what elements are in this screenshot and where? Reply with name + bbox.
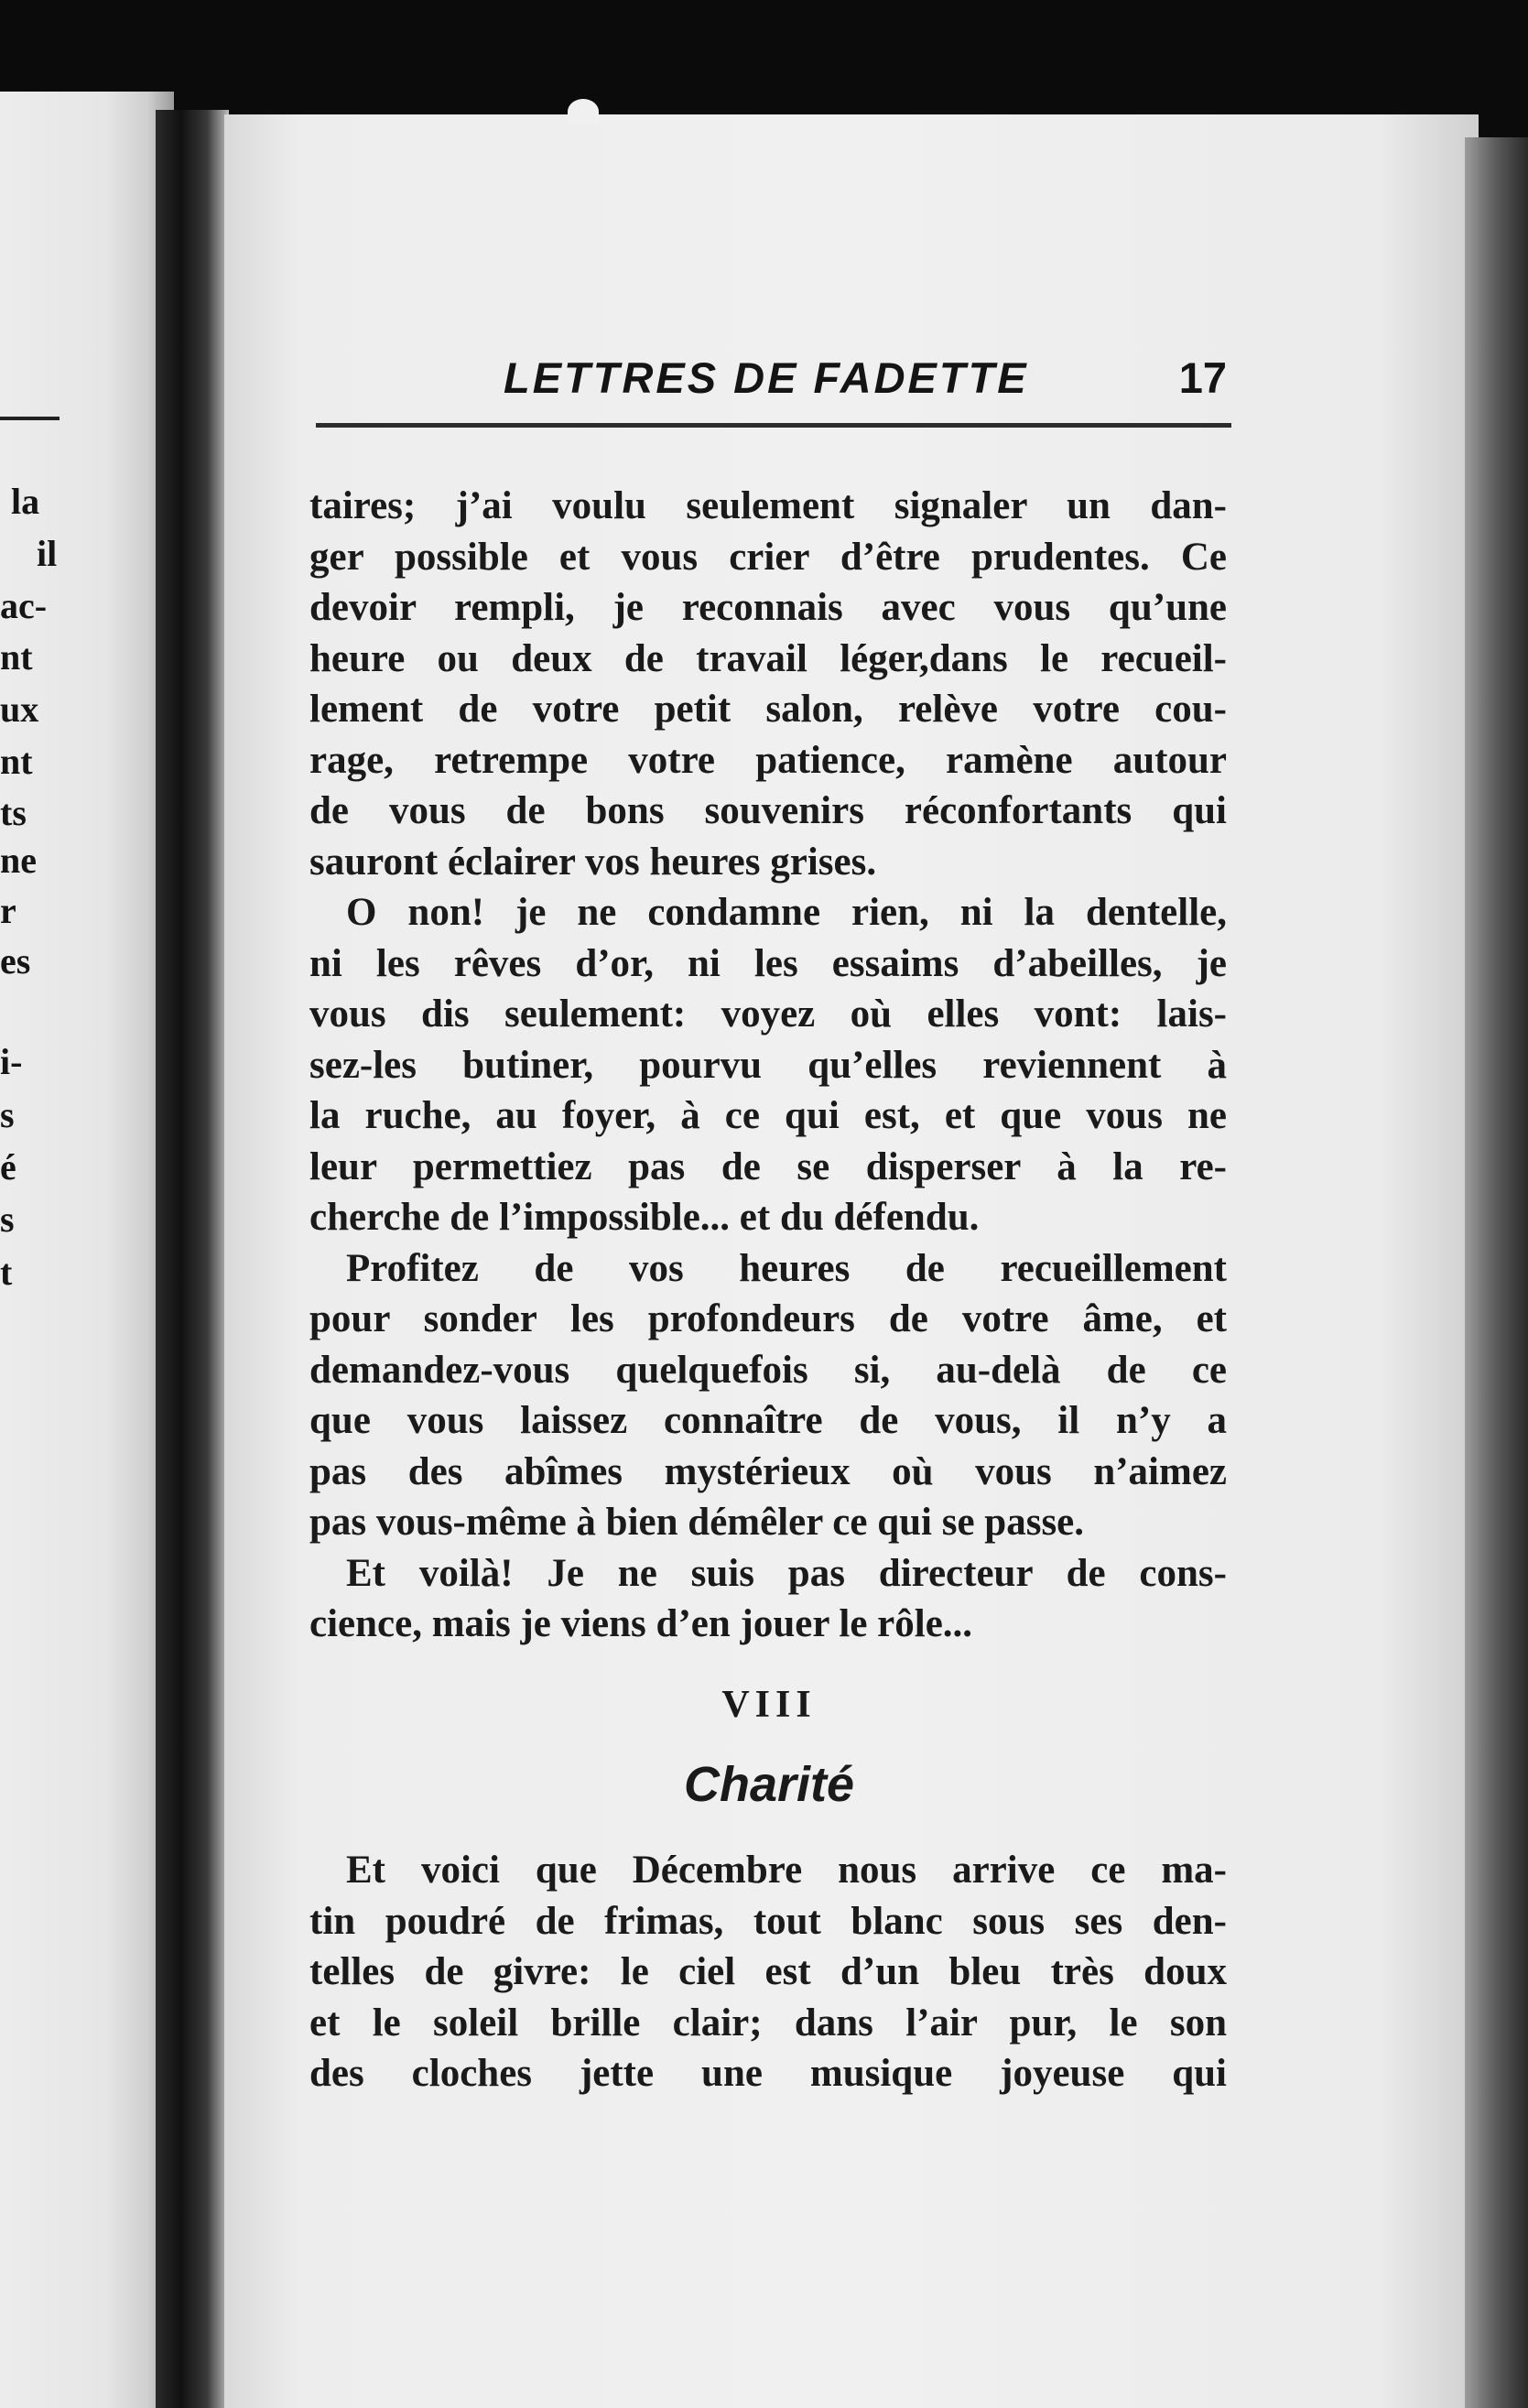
section-title: Charité bbox=[683, 1757, 855, 1812]
text-line: Et voici que Décembre nous arrive ce ma- bbox=[346, 1849, 1227, 1892]
left-facing-page bbox=[0, 92, 174, 2408]
text-line: vous dis seulement: voyez où elles vont: lais- bbox=[309, 992, 1227, 1036]
text-line: ger possible et vous crier d’être prudentes. Ce bbox=[309, 535, 1227, 579]
text-line: pour sonder les profondeurs de votre âme, et bbox=[309, 1297, 1227, 1340]
text-line: rage, retrempe votre patience, ramène autour bbox=[309, 738, 1227, 782]
left-fragment: ne bbox=[0, 840, 37, 881]
text-line: telles de givre: le ciel est d’un bleu très doux bbox=[309, 1950, 1227, 1993]
text-line: sez-les butiner, pourvu qu’elles reviennent à bbox=[309, 1043, 1227, 1087]
text-line: que vous laissez connaître de vous, il n’y a bbox=[309, 1399, 1227, 1442]
text-line: pas vous-même à bien démêler ce qui se passe. bbox=[309, 1501, 1085, 1544]
text-line: cience, mais je viens d’en jouer le rôle... bbox=[309, 1602, 973, 1645]
section-number: VIII bbox=[721, 1684, 817, 1726]
page-header bbox=[311, 353, 1236, 407]
text-line: sauront éclairer vos heures grises. bbox=[309, 840, 877, 884]
text-line: leur permettiez pas de se disperser à la re- bbox=[309, 1144, 1227, 1188]
running-title: LETTRES DE FADETTE bbox=[504, 353, 1029, 402]
left-page-header-rule bbox=[0, 417, 60, 420]
text-line: devoir rempli, je reconnais avec vous qu’une bbox=[309, 586, 1227, 629]
text-line: de vous de bons souvenirs réconfortants qui bbox=[309, 789, 1227, 832]
text-line: tin poudré de frimas, tout blanc sous ses den- bbox=[309, 1899, 1227, 1943]
page-number: 17 bbox=[1178, 353, 1227, 402]
text-line: lement de votre petit salon, relève votre cou- bbox=[309, 688, 1227, 731]
left-fragment: s bbox=[0, 1199, 15, 1240]
left-fragment: t bbox=[0, 1252, 13, 1293]
text-line: Profitez de vos heures de recueillement bbox=[346, 1246, 1227, 1290]
text-line: des cloches jette une musique joyeuse qui bbox=[309, 2052, 1227, 2095]
left-fragment: s bbox=[0, 1094, 15, 1135]
text-line: O non! je ne condamne rien, ni la dentelle, bbox=[346, 891, 1227, 934]
text-line: cherche de l’impossible... et du défendu. bbox=[309, 1196, 980, 1239]
text-line: la ruche, au foyer, à ce qui est, et que vous ne bbox=[309, 1094, 1227, 1137]
left-fragment: ux bbox=[0, 689, 39, 730]
left-fragment: la bbox=[11, 481, 40, 522]
text-line: demandez-vous quelquefois si, au-delà de ce bbox=[309, 1348, 1227, 1392]
text-line: Et voilà! Je ne suis pas directeur de cons- bbox=[346, 1551, 1227, 1595]
left-fragment: i- bbox=[0, 1041, 23, 1082]
book-gutter bbox=[156, 110, 229, 2408]
page-edge-shadow bbox=[1465, 137, 1528, 2408]
text-line: pas des abîmes mystérieux où vous n’aimez bbox=[309, 1449, 1227, 1493]
left-fragment: nt bbox=[0, 636, 33, 678]
left-fragment: es bbox=[0, 940, 31, 982]
left-fragment: ts bbox=[0, 792, 27, 833]
left-fragment: r bbox=[0, 890, 16, 931]
text-line: et le soleil brille clair; dans l’air pur, le son bbox=[309, 2001, 1227, 2045]
left-fragment: é bbox=[0, 1146, 16, 1188]
scan-speck bbox=[568, 99, 599, 125]
body-text-part1 bbox=[309, 481, 1227, 1650]
body-text-part2 bbox=[309, 1845, 1227, 2099]
text-line: heure ou deux de travail léger,dans le recueil- bbox=[309, 636, 1227, 680]
text-line: ni les rêves d’or, ni les essaims d’abeilles, je bbox=[309, 941, 1227, 985]
left-fragment: nt bbox=[0, 741, 33, 782]
left-fragment: il bbox=[37, 533, 58, 574]
left-fragment: ac- bbox=[0, 585, 48, 626]
header-rule bbox=[316, 423, 1231, 428]
text-line: taires; j’ai voulu seulement signaler un dan- bbox=[309, 484, 1227, 527]
